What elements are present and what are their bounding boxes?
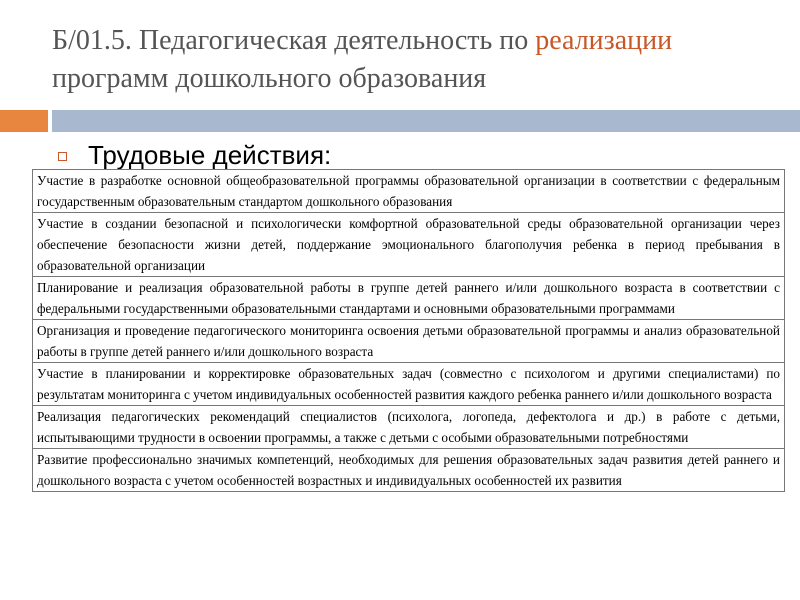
table-row: Организация и проведение педагогического мониторинга освоения детьми образовательной программы и анализ образовательной работы в группе детей раннего и/или дошкольного возраста <box>33 319 784 362</box>
title-accent: реализации <box>535 25 673 56</box>
table-row: Планирование и реализация образовательной работы в группе детей раннего и/или дошкольного возраста в соответствии с федеральными государственными образовательными стандартами и основными образовательными программами <box>33 276 784 319</box>
blue-accent-bar <box>52 110 800 132</box>
table-row: Участие в планировании и корректировке образовательных задач (совместно с психологом и другими специалистами) по результатам мониторинга с учетом индивидуальных особенностей развития каждого ребенка раннего и/или дошкольного возраста <box>33 362 784 405</box>
subtitle: Трудовые действия: <box>88 140 332 170</box>
table-row: Участие в разработке основной общеобразовательной программы образовательной организации в соответствии с федеральным государственным образовательным стандартом дошкольного образования <box>37 173 780 209</box>
table-row: Участие в создании безопасной и психологически комфортной образовательной среды образовательной организации через обеспечение безопасности жизни детей, поддержание эмоционального благополучия ребенка в период пребывания в образовательной организации <box>33 212 784 276</box>
title-suffix: программ дошкольного образования <box>52 63 487 94</box>
table-row: Развитие профессионально значимых компетенций, необходимых для решения образовательных задач развития детей раннего и дошкольного возраста с учетом особенностей возрастных и индивидуальных особенностей их развития <box>33 448 784 491</box>
title-prefix: Б/01.5. Педагогическая деятельность по <box>52 25 536 56</box>
table-row: Реализация педагогических рекомендаций специалистов (психолога, логопеда, дефектолога и др.) в работе с детьми, испытывающими трудности в освоении программы, а также с детьми с особыми образовательными потребностями <box>33 405 784 448</box>
labor-actions-table <box>32 169 785 492</box>
bullet-square-icon <box>58 152 67 161</box>
slide-title <box>52 22 792 98</box>
orange-accent-bar <box>0 110 48 132</box>
